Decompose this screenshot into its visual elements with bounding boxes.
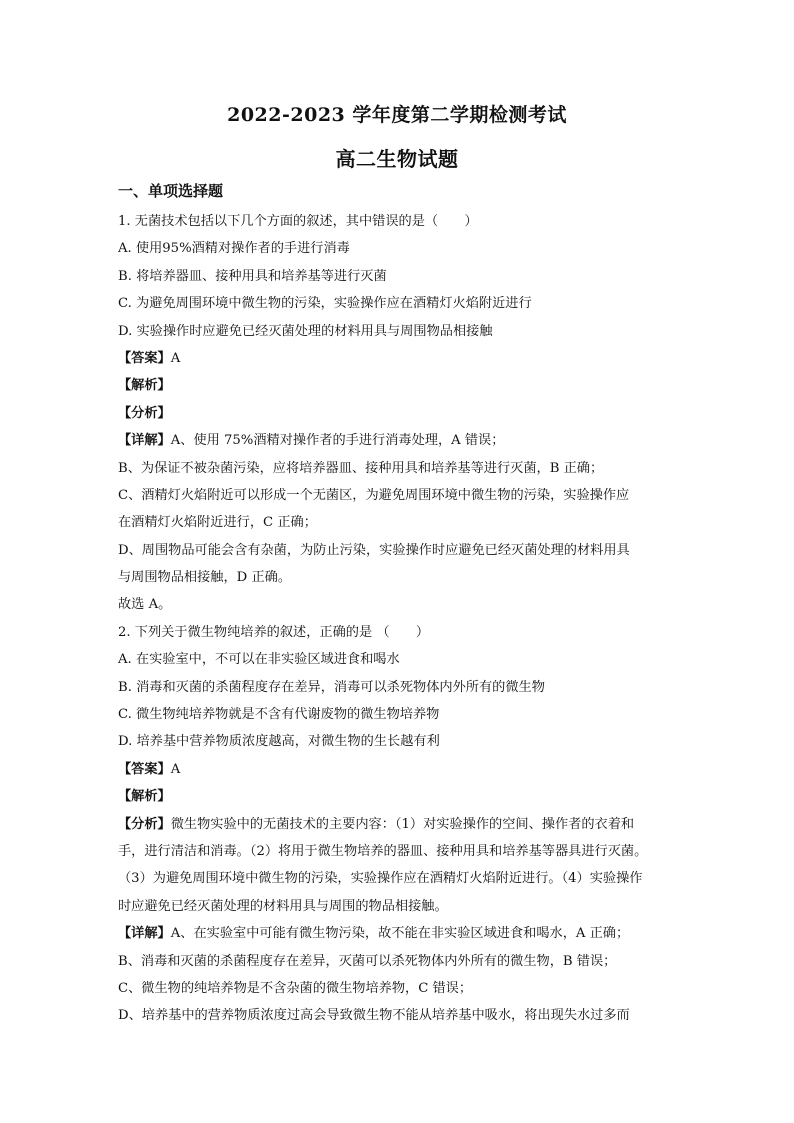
text-line [118,400,690,427]
answer-tag: 【详解】 [118,926,171,942]
question-body [118,208,690,1030]
text-line [118,372,690,399]
text-line [118,674,690,701]
text-line [118,290,690,317]
text-line [118,1002,690,1029]
line-text: C、微生物的纯培养物是不含杂菌的微生物培养物，C 错误； [118,980,473,996]
line-text: A [170,350,181,366]
text-line [118,509,690,536]
line-text: B、消毒和灭菌的杀菌程度存在差异，灭菌可以杀死物体内外所有的微生物，B 错误； [118,953,617,969]
text-line [118,756,690,783]
answer-tag: 【答案】 [118,350,171,366]
text-line [118,783,690,810]
line-text: A. 在实验室中，不可以在非实验区域进食和喝水 [118,652,400,668]
line-text: D. 实验操作时应避免已经灭菌处理的材料用具与周围物品相接触 [118,323,493,339]
line-text: A. 使用95%酒精对操作者的手进行消毒 [118,241,350,257]
text-line [118,235,690,262]
text-line [118,838,690,865]
section-heading: 一、单项选择题 [118,182,224,200]
text-line [118,318,690,345]
text-line [118,728,690,755]
answer-tag: 【解析】 [118,789,171,805]
line-text: 2. 下列关于微生物纯培养的叙述，正确的是 （ ） [118,624,430,640]
text-line [118,619,690,646]
line-text: C、酒精灯火焰附近可以形成一个无菌区，为避免周围环境中微生物的污染，实验操作应 [118,487,630,503]
text-line [118,564,690,591]
line-text: A [170,761,181,777]
line-text: 故选 A。 [118,597,172,613]
line-text: D. 培养基中营养物质浓度越高，对微生物的生长越有利 [118,734,440,750]
line-text: D、培养基中的营养物质浓度过高会导致微生物不能从培养基中吸水，将出现失水过多而 [118,1008,630,1024]
answer-tag: 【详解】 [118,433,171,449]
text-line [118,646,690,673]
line-text: （3）为避免周围环境中微生物的污染，实验操作应在酒精灯火焰附近进行。（4）实验操作 [118,871,643,887]
text-line [118,427,690,454]
text-line [118,893,690,920]
line-text: 微生物实验中的无菌技术的主要内容：（1）对实验操作的空间、操作者的衣着和 [170,816,635,832]
line-text: A、在实验室中可能有微生物污染，故不能在非实验区域进食和喝水，A 正确； [170,926,630,942]
text-line [118,455,690,482]
text-line [118,948,690,975]
line-text: D、周围物品可能会含有杂菌，为防止污染，实验操作时应避免已经灭菌处理的材料用具 [118,542,630,558]
text-line [118,263,690,290]
answer-tag: 【分析】 [118,405,171,421]
text-line [118,920,690,947]
text-line [118,208,690,235]
line-text: 在酒精灯火焰附近进行，C 正确； [118,515,317,531]
answer-tag: 【分析】 [118,816,171,832]
exam-title: 2022-2023 学年度第二学期检测考试 [227,104,567,126]
line-text: B. 消毒和灭菌的杀菌程度存在差异，消毒可以杀死物体内外所有的微生物 [118,679,545,695]
text-line [118,811,690,838]
exam-subtitle: 高二生物试题 [335,147,459,171]
text-line [118,701,690,728]
line-text: 1. 无菌技术包括以下几个方面的叙述，其中错误的是（ ） [118,214,478,229]
line-text: 手，进行清洁和消毒。（2）将用于微生物培养的器皿、接种用具和培养基等器具进行灭菌。 [118,843,648,859]
line-text: B、为保证不被杂菌污染，应将培养器皿、接种用具和培养基等进行灭菌，B 正确； [118,460,604,476]
answer-tag: 【答案】 [118,761,171,777]
line-text: C. 为避免周围环境中微生物的污染，实验操作应在酒精灯火焰附近进行 [118,296,532,312]
text-line [118,591,690,618]
line-text: 时应避免已经灭菌处理的材料用具与周围的物品相接触。 [118,898,448,914]
text-line [118,537,690,564]
text-line [118,975,690,1002]
line-text: C. 微生物纯培养物就是不含有代谢废物的微生物培养物 [118,707,440,723]
text-line [118,482,690,509]
text-line [118,345,690,372]
line-text: 与周围物品相接触，D 正确。 [118,570,292,586]
line-text: B. 将培养器皿、接种用具和培养基等进行灭菌 [118,268,387,284]
line-text: A、使用 75%酒精对操作者的手进行消毒处理，A 错误； [170,433,505,449]
answer-tag: 【解析】 [118,378,171,394]
text-line [118,865,690,892]
